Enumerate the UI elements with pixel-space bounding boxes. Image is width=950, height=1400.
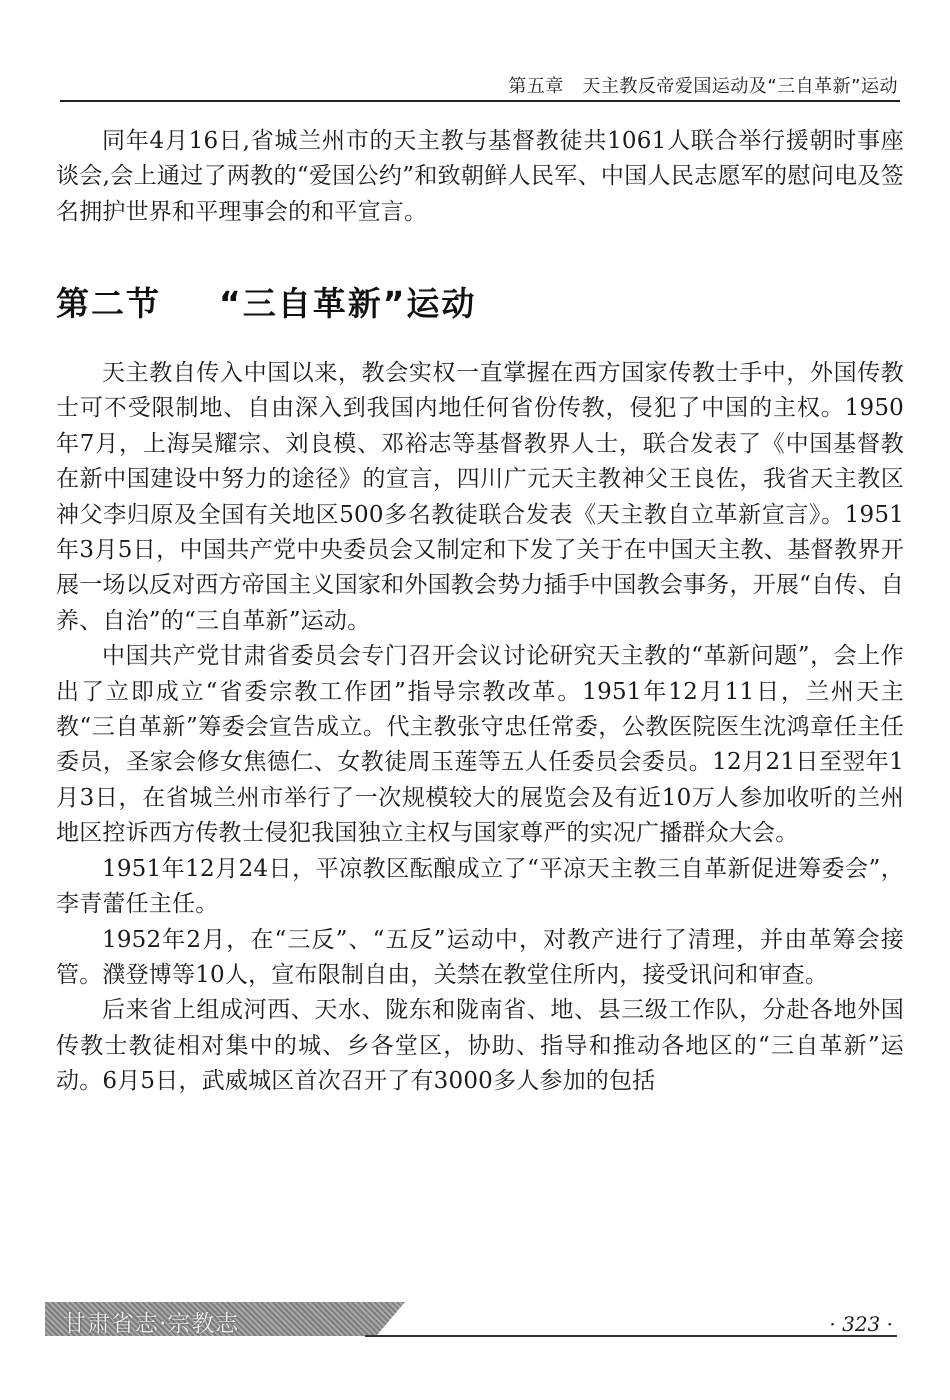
intro-paragraph: 同年4月16日,省城兰州市的天主教与基督教徒共1061人联合举行援朝时事座谈会,会上通过了两教的“爱国公约”和致朝鲜人民军、中国人民志愿军的慰问电及签名拥护世界和平理事会的和平宣言。 [56, 128, 904, 225]
section-label: 第二节 [56, 284, 161, 323]
paragraph-5: 后来省上组成河西、天水、陇东和陇南省、地、县三级工作队，分赴各地外国传教士教徒相对集中的城、乡各堂区，协助、指导和推动各地区的“三自革新”运动。6月5日，武威城区首次召开了有3000多人参加的包括 [56, 997, 904, 1095]
body-text [56, 356, 904, 1100]
book-title: 甘肃省志·宗教志 [63, 1311, 240, 1337]
paragraph-1: 天主教自传入中国以来，教会实权一直掌握在西方国家传教士手中，外国传教士可不受限制地、自由深入到我国内地任何省份传教，侵犯了中国的主权。1950年7月，上海吴耀宗、刘良模、邓裕志等基督教界人士，联合发表了《中国基督教在新中国建设中努力的途径》的宣言，四川广元天主教神父王良佐，我省天主教区神父李归原及全国有关地区500多名教徒联合发表《天主教自立革新宣言》。1951年3月5日，中国共产党中央委员会又制定和下发了关于在中国天主教、基督教界开展一场以反对西方帝国主义国家和外国教会势力插手中国教会事务，开展“自传、自养、自治”的“三自革新”运动。 [56, 360, 904, 634]
paragraph-4: 1952年2月，在“三反”、“五反”运动中，对教产进行了清理，并由革筹会接管。濮登博等10人，宣布限制自由，关禁在教堂住所内，接受讯问和审查。 [56, 926, 904, 988]
intro-block [56, 124, 904, 230]
section-title: “三自革新”运动 [219, 284, 477, 323]
running-header [60, 70, 900, 102]
page-number: · 323 · [829, 1312, 893, 1336]
page-footer [45, 1302, 905, 1338]
chapter-title: 第五章 天主教反帝爱国运动及“三自革新”运动 [508, 76, 898, 97]
section-heading [56, 278, 476, 325]
paragraph-3: 1951年12月24日，平凉教区酝酿成立了“平凉天主教三自革新促进筹委会”，李青蕾任主任。 [56, 855, 904, 918]
footer-rule [365, 1335, 897, 1337]
paragraph-2: 中国共产党甘肃省委员会专门召开会议讨论研究天主教的“革新问题”，会上作出了立即成立“省委宗教工作团”指导宗教改革。1951年12月11日，兰州天主教“三自革新”筹委会宣告成立。代主教张守忠任常委，公教医院医生沈鸿章任主任委员，圣家会修女焦德仁、女教徒周玉莲等五人任委员会委员。12月21日至翌年1月3日，在省城兰州市举行了一次规模较大的展览会及有近10万人参加收听的兰州地区控诉西方传教士侵犯我国独立主权与国家尊严的实况广播群众大会。 [56, 643, 904, 847]
